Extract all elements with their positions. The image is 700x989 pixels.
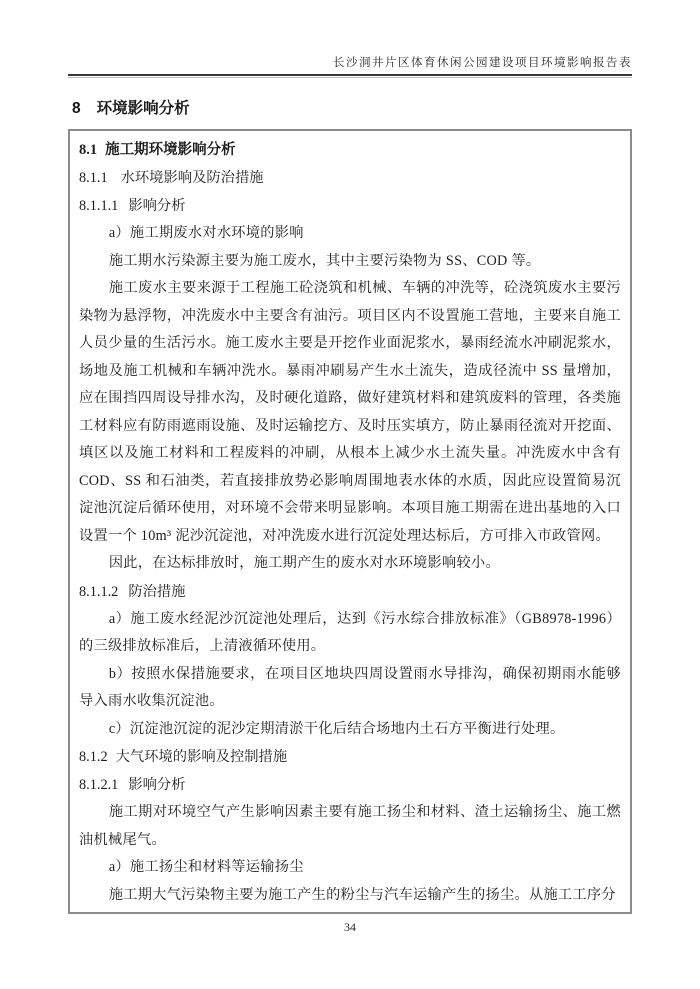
air-impact-paragraph-2: 施工期大气污染物主要为施工产生的粉尘与汽车运输产生的扬尘。从施工工序分	[108, 886, 616, 903]
section-title: 大气环境的影响及控制措施	[115, 749, 288, 765]
section-heading-8-1-1-1	[79, 192, 621, 220]
section-number: 8.1	[79, 142, 98, 158]
page-number: 34	[344, 920, 356, 934]
water-impact-paragraph-3: 因此，在达标排放时，施工期产生的废水对水环境影响较小。	[108, 555, 500, 571]
water-impact-paragraph-2: 施工废水主要来源于工程施工砼浇筑和机械、车辆的冲洗等，砼浇筑废水主要污染物为悬浮物，冲洗废水中主要含有油污。项目区内不设置施工营地，主要来自施工人员少量的生活污水。施工废水主要是开挖作业面泥浆水，暴雨经流水冲刷泥浆水，场地及施工机械和车辆冲洗水。暴雨冲刷易产生水土流失，造成径流中 SS 量增加，应在围挡四周设导排水沟，及时硬化道路，做好建筑材料和建筑废料的管理，各类施工材料应有防雨遮雨设施、及时运输挖方、及时压实填方，防止暴雨径流对开挖面、填区以及施工材料和工程废料的冲刷，从根本上减少水土流失量。冲洗废水中含有 COD、SS 和石油类，若直接排放势必影响周围地表水体的水质，因此应设置简易沉淀池沉淀后循环使用，对环境不会带来明显影响。本项目施工期需在进出基地的入口设置一个 10m³ 泥沙沉淀池，对冲洗废水进行沉淀处理达标后，方可排入市政管网。	[79, 280, 621, 544]
chapter-title: 环境影响分析	[96, 100, 190, 117]
running-header	[68, 54, 632, 74]
water-measure-b: b）按照水保措施要求，在项目区地块四周设置雨水导排沟，确保初期雨水能够导入雨水收集沉淀池。	[79, 665, 621, 709]
section-title: 水环境影响及防治措施	[120, 170, 264, 186]
chapter-heading	[72, 96, 632, 118]
water-measure-c: c）沉淀池沉淀的泥沙定期清淤干化后结合场地内土石方平衡进行处理。	[108, 720, 565, 737]
section-title: 影响分析	[128, 198, 186, 214]
section-heading-8-1-1	[79, 164, 621, 192]
section-heading-8-1	[79, 136, 621, 164]
header-rule	[68, 74, 632, 78]
chapter-number: 8	[72, 100, 81, 117]
air-impact-item-a: a）施工扬尘和材料等运输扬尘	[108, 859, 304, 875]
running-header-title: 长沙洞井片区体育休闲公园建设项目环境影响报告表	[333, 57, 632, 69]
section-title: 施工期环境影响分析	[105, 142, 236, 158]
section-title: 防治措施	[128, 583, 186, 600]
section-title: 影响分析	[128, 777, 186, 793]
water-measure-a: a）施工废水经泥沙沉淀池处理后，达到《污水综合排放标准》（GB8978-1996）的三级排放标准后，上清液循环使用。	[79, 610, 621, 654]
content-box	[68, 129, 632, 914]
section-number: 8.1.1.1	[79, 198, 119, 214]
section-heading-8-1-2-1	[79, 771, 621, 799]
section-number: 8.1.1	[79, 170, 108, 186]
water-impact-paragraph-1: 施工期水污染源主要为施工废水，其中主要污染物为 SS、COD 等。	[108, 252, 541, 269]
section-number: 8.1.2.1	[79, 777, 119, 793]
section-heading-8-1-1-2	[79, 578, 621, 606]
section-heading-8-1-2	[79, 743, 621, 771]
page-footer	[0, 920, 700, 935]
section-number: 8.1.1.2	[79, 583, 119, 600]
water-impact-item-a: a）施工期废水对水环境的影响	[108, 225, 304, 241]
section-number: 8.1.2	[79, 749, 108, 765]
air-impact-paragraph-1: 施工期对环境空气产生影响因素主要有施工扬尘和材料、渣土运输扬尘、施工燃油机械尾气。	[79, 804, 621, 848]
